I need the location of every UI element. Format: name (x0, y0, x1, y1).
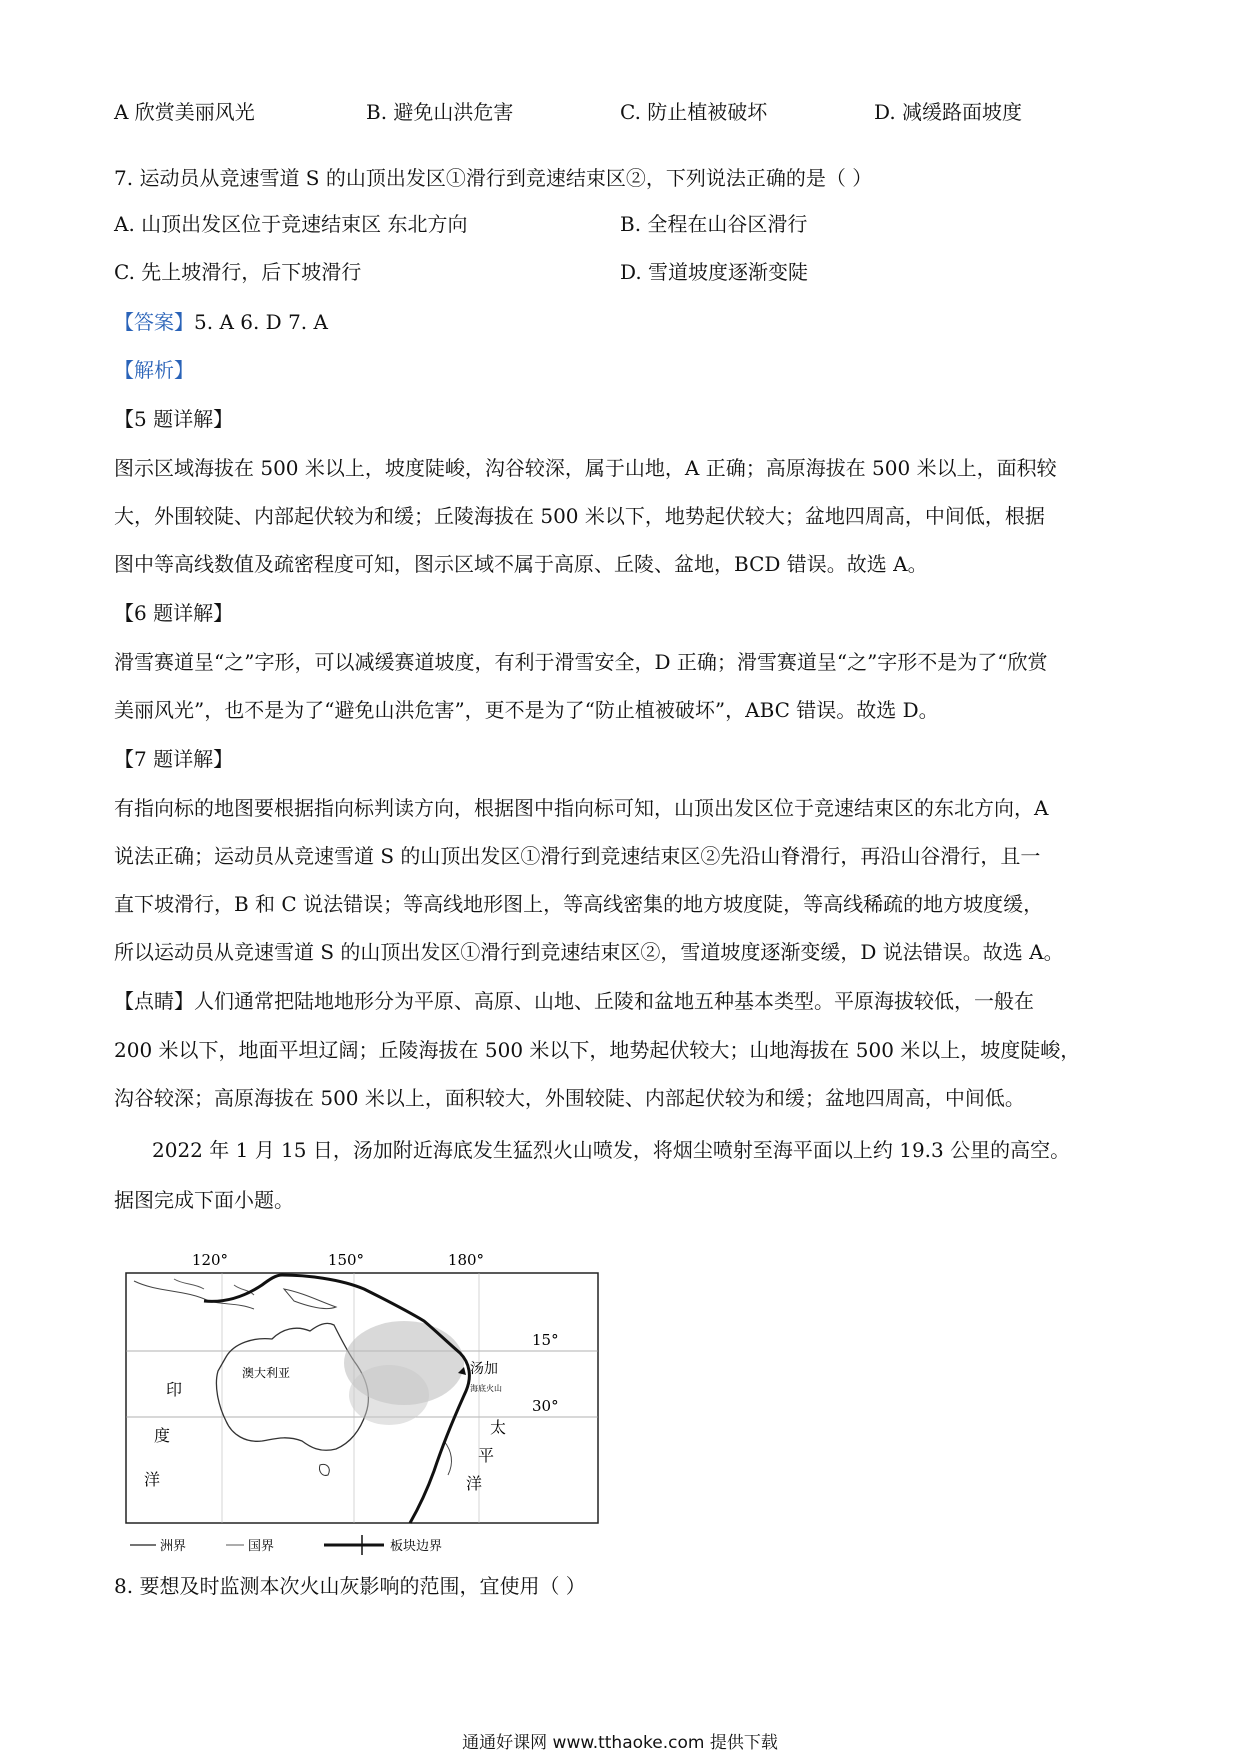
indian-ocean-char-1: 印 (166, 1380, 183, 1399)
q8-stem: 8. 要想及时监测本次火山灰影响的范围，宜使用（ ） (114, 1574, 586, 1598)
lon-label-180: 180° (447, 1251, 485, 1269)
tip-line-2: 200 米以下，地面平坦辽阔；丘陵海拔在 500 米以下，地势起伏较大；山地海拔在 500 米以上，坡度陡峻， (114, 1038, 1081, 1062)
q6-option-a: A 欣赏美丽风光 (114, 100, 255, 124)
intro-line-2: 据图完成下面小题。 (114, 1188, 294, 1212)
indian-ocean-char-2: 度 (154, 1426, 171, 1445)
q7-option-c: C. 先上坡滑行，后下坡滑行 (114, 260, 362, 284)
q7-detail-heading: 【7 题详解】 (114, 747, 234, 771)
q7-detail-line-1: 有指向标的地图要根据指向标判读方向，根据图中指向标可知，山顶出发区位于竞速结束区的东北方向，A (114, 796, 1049, 820)
lat-label-30: 30° (532, 1397, 559, 1415)
lat-label-15: 15° (532, 1331, 559, 1349)
australia-label: 澳大利亚 (242, 1366, 291, 1380)
q6-option-d: D. 减缓路面坡度 (874, 100, 1023, 124)
answer-line (114, 306, 328, 335)
lon-label-150: 150° (327, 1251, 365, 1269)
pacific-ocean-char-3: 洋 (466, 1474, 483, 1493)
intro-line-1: 2022 年 1 月 15 日，汤加附近海底发生猛烈火山喷发，将烟尘喷射至海平面以上约 19.3 公里的高空。 (152, 1138, 1071, 1162)
q5-detail-heading: 【5 题详解】 (114, 407, 234, 431)
q7-stem: 7. 运动员从竞速雪道 S 的山顶出发区①滑行到竞速结束区②，下列说法正确的是（ ） (114, 166, 873, 190)
q6-detail-heading: 【6 题详解】 (114, 601, 234, 625)
q7-detail-line-2: 说法正确；运动员从竞速雪道 S 的山顶出发区①滑行到竞速结束区②先沿山脊滑行，再沿山谷滑行，且一 (114, 844, 1041, 868)
q7-option-a: A. 山顶出发区位于竞速结束区 东北方向 (114, 212, 468, 236)
legend-continent: 洲界 (160, 1539, 187, 1554)
q5-detail-line-2: 大，外围较陡、内部起伏较为和缓；丘陵海拔在 500 米以下，地势起伏较大；盆地四周高，中间低，根据 (114, 504, 1045, 528)
map-svg (114, 1245, 614, 1565)
analysis-label: 【解析】 (114, 358, 194, 382)
q7-option-b: B. 全程在山谷区滑行 (620, 212, 808, 236)
q6-option-b: B. 避免山洪危害 (366, 100, 514, 124)
legend-plate: 板块边界 (390, 1539, 443, 1554)
footer-source[interactable]: 通通好课网 www.tthaoke.com 提供下载 (462, 1733, 778, 1753)
tonga-volcano-map (114, 1245, 614, 1565)
answer-label: 【答案】 (114, 310, 194, 334)
q6-detail-line-2: 美丽风光”，也不是为了“避免山洪危害”，更不是为了“防止植被破坏”，ABC 错误。故选 D。 (114, 698, 939, 722)
q6-option-c: C. 防止植被破坏 (620, 100, 768, 124)
q5-detail-line-3: 图中等高线数值及疏密程度可知，图示区域不属于高原、丘陵、盆地，BCD 错误。故选 A。 (114, 552, 928, 576)
answer-text: 5. A 6. D 7. A (194, 310, 328, 334)
legend-country: 国界 (248, 1539, 275, 1554)
indian-ocean-char-3: 洋 (144, 1470, 161, 1489)
tip-line-1: 【点睛】人们通常把陆地地形分为平原、高原、山地、丘陵和盆地五种基本类型。平原海拔较低，一般在 (114, 989, 1034, 1013)
lon-label-120: 120° (191, 1251, 229, 1269)
australia-outline (216, 1323, 368, 1450)
q5-detail-line-1: 图示区域海拔在 500 米以上，坡度陡峻，沟谷较深，属于山地，A 正确；高原海拔在 500 米以上，面积较 (114, 456, 1057, 480)
tip-line-3: 沟谷较深；高原海拔在 500 米以上，面积较大，外围较陡、内部起伏较为和缓；盆地四周高，中间低。 (114, 1086, 1025, 1110)
q7-detail-line-3: 直下坡滑行，B 和 C 说法错误；等高线地形图上，等高线密集的地方坡度陡，等高线稀疏的地方坡度缓， (114, 892, 1044, 916)
q6-detail-line-1: 滑雪赛道呈“之”字形，可以减缓赛道坡度，有利于滑雪安全，D 正确；滑雪赛道呈“之”字形不是为了“欣赏 (114, 650, 1048, 674)
new-guinea (284, 1289, 336, 1309)
pacific-ocean-char-1: 太 (490, 1418, 507, 1437)
pacific-ocean-char-2: 平 (478, 1446, 495, 1465)
q7-detail-line-4: 所以运动员从竞速雪道 S 的山顶出发区①滑行到竞速结束区②，雪道坡度逐渐变缓，D 说法错误。故选 A。 (114, 940, 1064, 964)
volcano-label: 海底火山 (470, 1384, 502, 1393)
tonga-label: 汤加 (470, 1361, 498, 1377)
q7-option-d: D. 雪道坡度逐渐变陡 (620, 260, 809, 284)
